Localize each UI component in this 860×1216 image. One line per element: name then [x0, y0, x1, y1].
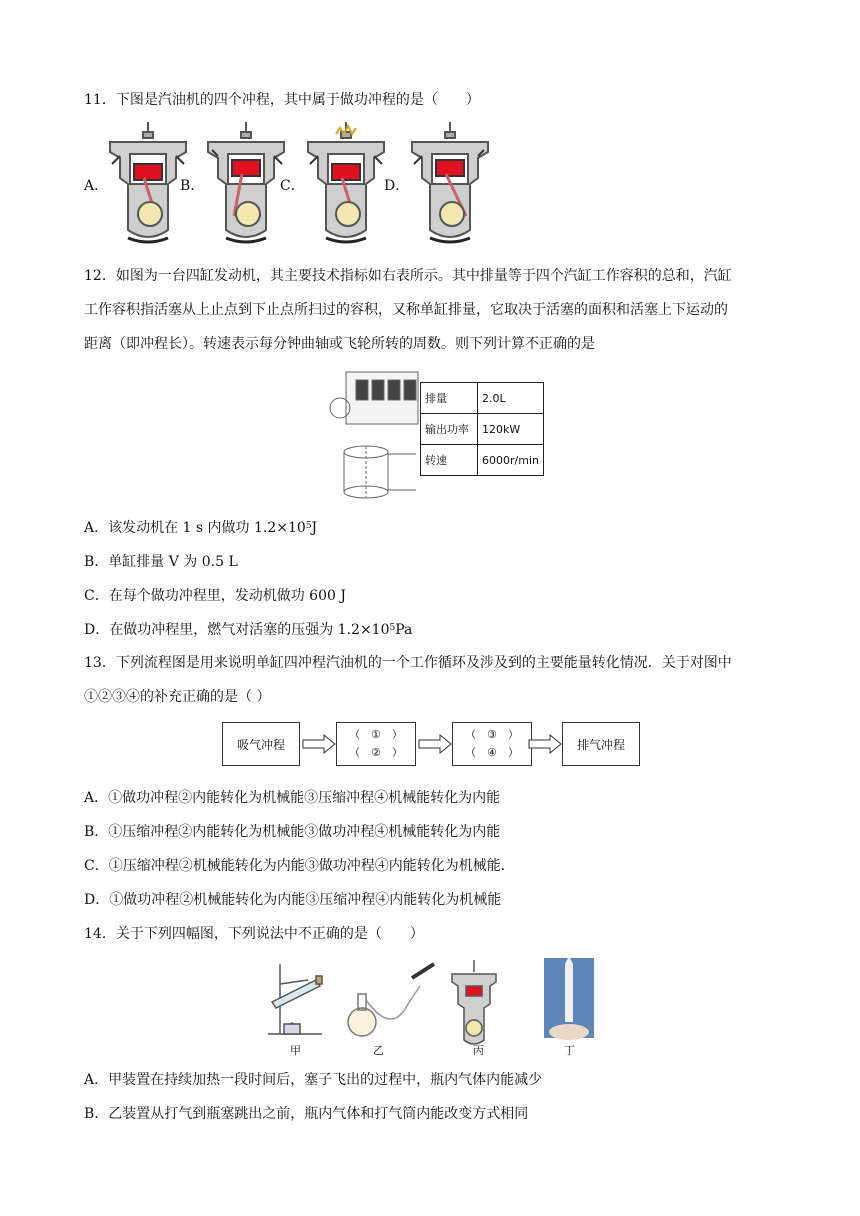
q14-caption-jia: 甲 — [290, 1044, 301, 1057]
q11-label-c: C． — [280, 178, 305, 194]
q12-spec-table — [420, 382, 544, 476]
q12-stem — [84, 259, 784, 361]
q13-stem-line-1: 13．下列流程图是用来说明单缸四冲程汽油机的一个工作循环及涉及到的主要能量转化情况．关于对图中 — [84, 655, 732, 671]
flow-box-1-2-line-2: （ ② ） — [349, 746, 403, 759]
flow-end-box: 排气冲程 — [562, 722, 640, 766]
q11-label-d: D． — [384, 178, 410, 194]
q14-option-a: A．甲装置在持续加热一段时间后，塞子飞出的过程中，瓶内气体内能减少 — [84, 1072, 543, 1088]
q12-option-d-unit: Pa — [395, 622, 413, 638]
q12-option-d — [84, 620, 412, 640]
flow-box-3-4 — [452, 722, 532, 766]
q14-caption-ding: 丁 — [564, 1044, 575, 1057]
flow-box-3-4-line-1: （ ③ ） — [465, 728, 519, 741]
q12-option-a-text: A．该发动机在 1 s 内做功 1.2×10 — [84, 520, 306, 536]
q13-option-b: B．①压缩冲程②内能转化为机械能③做功冲程④机械能转化为内能 — [84, 824, 501, 840]
q14-option-b: B．乙装置从打气到瓶塞跳出之前，瓶内气体和打气筒内能改变方式相同 — [84, 1106, 529, 1122]
q12-option-b: B．单缸排量 V 为 0.5 L — [84, 554, 238, 570]
q13-option-c: C．①压缩冲程②机械能转化为内能③做功冲程④内能转化为机械能． — [84, 858, 515, 874]
q12-option-a-unit: J — [311, 520, 318, 536]
q12-option-d-text: D．在做功冲程里，燃气对活塞的压强为 1.2×10 — [84, 622, 390, 638]
flow-arrow-icon — [302, 734, 336, 754]
spec-key: 转速 — [421, 445, 478, 476]
q12-option-c: C．在每个做功冲程里，发动机做功 600 J — [84, 588, 346, 604]
spec-key: 排量 — [421, 383, 478, 414]
table-row — [421, 445, 544, 476]
engine-stroke-a-image — [106, 120, 190, 246]
spec-key: 输出功率 — [421, 414, 478, 445]
q11-label-b: B． — [180, 178, 205, 194]
q13-stem — [84, 646, 784, 714]
spec-value: 120kW — [478, 414, 544, 445]
spec-value: 2.0L — [478, 383, 544, 414]
flow-box-1-2 — [336, 722, 416, 766]
q14-stem: 14．关于下列四幅图，下列说法中不正确的是（ ） — [84, 926, 424, 942]
q13-stem-line-2: ①②③④的补充正确的是（ ） — [84, 689, 271, 705]
flow-box-1-2-line-1: （ ① ） — [349, 728, 403, 741]
table-row — [421, 383, 544, 414]
flow-box-3-4-line-2: （ ④ ） — [465, 746, 519, 759]
engine-stroke-c-image — [304, 120, 388, 246]
engine-stroke-b-image — [204, 120, 288, 246]
q13-option-d: D．①做功冲程②机械能转化为内能③压缩冲程④内能转化为机械能 — [84, 892, 502, 908]
q12-stem-line-3: 距离（即冲程长）。转速表示每分钟曲轴或飞轮所转的周数。则下列计算不正确的是 — [84, 336, 595, 352]
q12-stem-line-1: 12．如图为一台四缸发动机，其主要技术指标如右表所示。其中排量等于四个汽缸工作容积的总和，汽缸 — [84, 268, 732, 284]
q11-label-a: A． — [84, 178, 109, 194]
q12-stem-line-2: 工作容积指活塞从上止点到下止点所扫过的容积，又称单缸排量，它取决于活塞的面积和活塞上下运动的 — [84, 302, 728, 318]
q12-option-a-exponent: 5 — [305, 521, 312, 531]
flow-arrow-icon — [528, 734, 562, 754]
q14-caption-yi: 乙 — [373, 1044, 384, 1057]
q13-option-a: A．①做功冲程②内能转化为机械能③压缩冲程④机械能转化为内能 — [84, 790, 501, 806]
q11-engine-figures — [84, 120, 504, 246]
q12-option-a — [84, 518, 317, 538]
flow-arrow-icon — [418, 734, 452, 754]
q14-caption-bing: 丙 — [473, 1044, 484, 1057]
q14-four-figures-image — [262, 956, 602, 1056]
q13-flowchart — [222, 722, 642, 768]
spec-value: 6000r/min — [478, 445, 544, 476]
flow-start-box: 吸气冲程 — [222, 722, 300, 766]
table-row — [421, 414, 544, 445]
q12-option-d-exponent: 5 — [389, 623, 396, 633]
engine-stroke-d-image — [408, 120, 492, 246]
q11-stem: 11．下图是汽油机的四个冲程，其中属于做功冲程的是（ ） — [84, 92, 480, 108]
